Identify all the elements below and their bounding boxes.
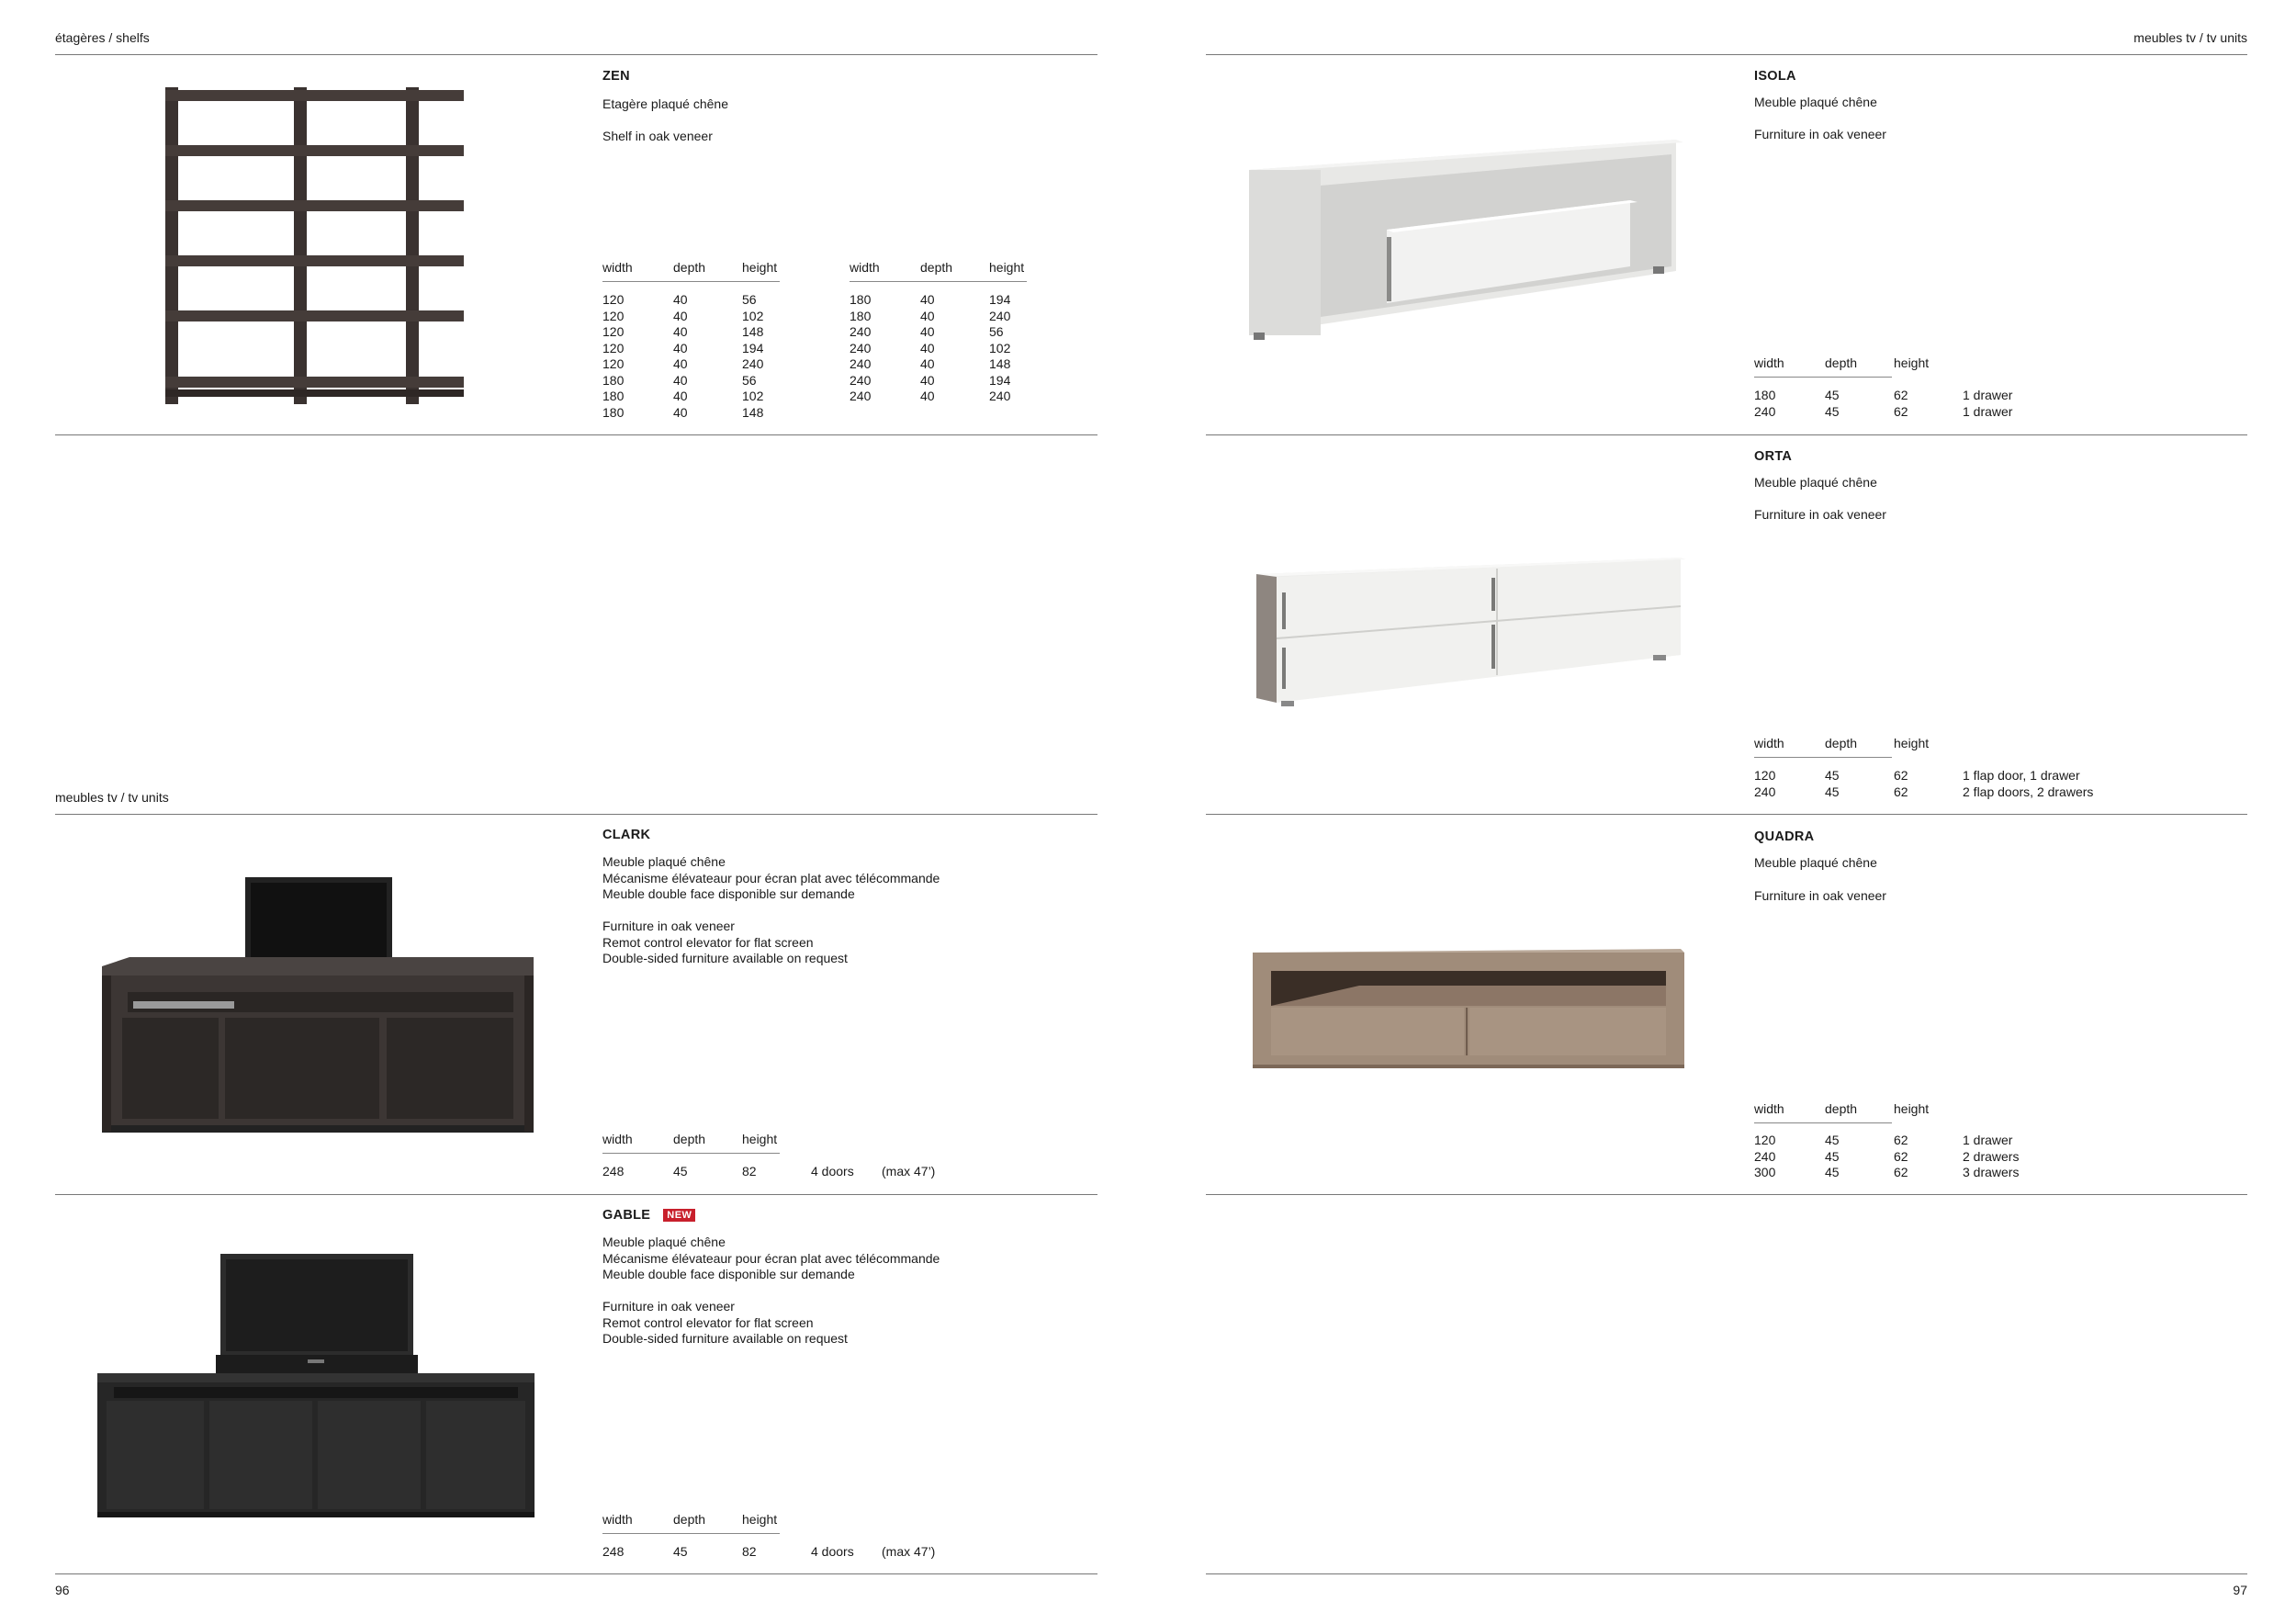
divider bbox=[1206, 434, 2247, 435]
cell-width: 180 bbox=[1754, 388, 1776, 402]
col-header-depth: depth bbox=[1825, 736, 1858, 750]
col-header-width: width bbox=[602, 1512, 633, 1527]
divider bbox=[1206, 814, 2247, 815]
cell-depth: 40 bbox=[920, 389, 935, 403]
cell-height: 62 bbox=[1894, 784, 1908, 799]
col-header-height: height bbox=[742, 1132, 778, 1146]
cell-width: 240 bbox=[850, 389, 872, 403]
table-rule bbox=[602, 281, 780, 282]
cell-depth: 40 bbox=[920, 308, 935, 323]
divider bbox=[1206, 54, 2247, 55]
orta-tv-unit-image bbox=[1249, 547, 1690, 721]
cell-depth: 40 bbox=[673, 308, 688, 323]
cell-height: 56 bbox=[989, 324, 1004, 339]
cell-width: 180 bbox=[850, 308, 872, 323]
left-page-section-title: étagères / shelfs bbox=[55, 30, 150, 45]
cell-height: 240 bbox=[742, 356, 764, 371]
cell-max-screen: (max 47’) bbox=[882, 1164, 936, 1179]
product-name: QUADRA bbox=[1754, 829, 1815, 844]
col-header-depth: depth bbox=[673, 1132, 706, 1146]
cell-height: 62 bbox=[1894, 403, 1908, 419]
cell-note: 1 drawer bbox=[1963, 1133, 2013, 1147]
divider bbox=[55, 54, 1097, 55]
divider bbox=[55, 1573, 1097, 1574]
product-name: CLARK bbox=[602, 828, 651, 842]
product-name-row bbox=[602, 1208, 695, 1223]
cell-depth: 45 bbox=[1825, 1133, 1840, 1147]
product-name: GABLE bbox=[602, 1208, 651, 1223]
col-header-width: width bbox=[1754, 1101, 1784, 1116]
table-rule bbox=[1754, 377, 1892, 378]
product-name: ISOLA bbox=[1754, 69, 1796, 84]
col-header-height: height bbox=[1894, 1101, 1930, 1116]
cell-width: 180 bbox=[602, 372, 625, 388]
cell-depth: 40 bbox=[673, 292, 688, 307]
table-rule bbox=[850, 281, 1027, 282]
cell-depth: 45 bbox=[1825, 768, 1840, 783]
cell-width: 240 bbox=[850, 324, 872, 339]
cell-width: 240 bbox=[850, 356, 872, 371]
cell-depth: 40 bbox=[920, 324, 935, 339]
cell-width: 240 bbox=[850, 372, 872, 388]
cell-note: 1 flap door, 1 drawer bbox=[1963, 768, 2080, 783]
cell-height: 194 bbox=[989, 372, 1011, 388]
description-fr: Meuble plaqué chêne bbox=[1754, 95, 1877, 109]
divider bbox=[55, 434, 1097, 435]
description-en: Furniture in oak veneer Remot control elevator for flat screen Double-sided furniture available on request bbox=[602, 919, 848, 965]
cell-depth: 40 bbox=[920, 356, 935, 371]
cell-height: 194 bbox=[989, 292, 1011, 307]
cell-height: 56 bbox=[742, 372, 757, 388]
col-header-depth: depth bbox=[1825, 355, 1858, 370]
cell-max-screen: (max 47’) bbox=[882, 1544, 936, 1559]
cell-height: 56 bbox=[742, 292, 757, 307]
description-fr: Meuble plaqué chêne Mécanisme élévateaur pour écran plat avec télécommande Meuble double face disponible sur demande bbox=[602, 1235, 940, 1281]
col-header-height: height bbox=[1894, 736, 1930, 750]
col-header-width: width bbox=[1754, 355, 1784, 370]
cell-depth: 40 bbox=[673, 340, 688, 355]
right-page-section-title: meubles tv / tv units bbox=[2133, 30, 2247, 45]
col-header-depth: depth bbox=[920, 260, 953, 275]
cell-depth: 45 bbox=[673, 1164, 688, 1179]
divider bbox=[1206, 1194, 2247, 1195]
table-rule bbox=[602, 1153, 780, 1154]
cell-width: 120 bbox=[1754, 1133, 1776, 1147]
cell-width: 300 bbox=[1754, 1165, 1776, 1179]
cell-depth: 45 bbox=[673, 1544, 688, 1559]
cell-height: 240 bbox=[989, 308, 1011, 323]
cell-height: 62 bbox=[1894, 1165, 1908, 1179]
quadra-tv-unit-image bbox=[1249, 942, 1690, 1070]
description-fr: Meuble plaqué chêne Mécanisme élévateaur pour écran plat avec télécommande Meuble double face disponible sur demande bbox=[602, 854, 940, 901]
table-rule bbox=[1754, 1122, 1892, 1123]
cell-height: 102 bbox=[989, 340, 1011, 355]
cell-height: 240 bbox=[989, 389, 1011, 403]
cell-width: 248 bbox=[602, 1164, 625, 1179]
description-en: Furniture in oak veneer bbox=[1754, 127, 1886, 141]
cell-height: 194 bbox=[742, 340, 764, 355]
page-number-left: 96 bbox=[55, 1583, 70, 1597]
cell-width: 248 bbox=[602, 1544, 625, 1559]
description-en: Furniture in oak veneer Remot control elevator for flat screen Double-sided furniture available on request bbox=[602, 1299, 848, 1346]
page-number-right: 97 bbox=[2233, 1583, 2247, 1597]
cell-depth: 45 bbox=[1825, 1165, 1840, 1179]
cell-height: 102 bbox=[742, 308, 764, 323]
left-mid-section-title: meubles tv / tv units bbox=[55, 790, 169, 805]
cell-note: 1 drawer bbox=[1963, 388, 2013, 402]
cell-depth: 45 bbox=[1825, 388, 1840, 402]
cell-height: 148 bbox=[742, 324, 764, 339]
cell-width: 240 bbox=[850, 340, 872, 355]
col-header-width: width bbox=[602, 260, 633, 275]
description-fr: Meuble plaqué chêne bbox=[1754, 475, 1877, 490]
col-header-depth: depth bbox=[673, 1512, 706, 1527]
cell-height: 82 bbox=[742, 1544, 757, 1559]
cell-depth: 40 bbox=[920, 372, 935, 388]
cell-depth: 40 bbox=[673, 356, 688, 371]
cell-depth: 40 bbox=[920, 340, 935, 355]
col-header-height: height bbox=[742, 1512, 778, 1527]
col-header-width: width bbox=[602, 1132, 633, 1146]
cell-width: 120 bbox=[602, 356, 625, 371]
cell-width: 120 bbox=[602, 324, 625, 339]
cell-note: 3 drawers bbox=[1963, 1165, 2020, 1179]
divider bbox=[1206, 1573, 2247, 1574]
cell-depth: 45 bbox=[1825, 403, 1840, 419]
zen-shelf-image bbox=[156, 83, 478, 413]
col-header-width: width bbox=[850, 260, 880, 275]
col-header-height: height bbox=[1894, 355, 1930, 370]
isola-tv-unit-image bbox=[1244, 138, 1694, 349]
gable-tv-unit-image bbox=[92, 1249, 542, 1520]
cell-depth: 40 bbox=[673, 324, 688, 339]
cell-doors: 4 doors bbox=[811, 1544, 854, 1559]
col-header-height: height bbox=[742, 260, 778, 275]
col-header-depth: depth bbox=[673, 260, 706, 275]
description-en: Furniture in oak veneer bbox=[1754, 888, 1886, 903]
cell-height: 62 bbox=[1894, 1133, 1908, 1147]
cell-note: 2 flap doors, 2 drawers bbox=[1963, 784, 2094, 799]
cell-height: 148 bbox=[989, 356, 1011, 371]
cell-height: 148 bbox=[742, 404, 764, 420]
cell-width: 120 bbox=[602, 340, 625, 355]
divider bbox=[55, 814, 1097, 815]
divider bbox=[55, 1194, 1097, 1195]
cell-depth: 40 bbox=[673, 372, 688, 388]
cell-width: 240 bbox=[1754, 1148, 1776, 1164]
cell-height: 62 bbox=[1894, 1148, 1908, 1164]
cell-height: 62 bbox=[1894, 768, 1908, 783]
col-header-depth: depth bbox=[1825, 1101, 1858, 1116]
product-name: ZEN bbox=[602, 69, 630, 84]
description-fr: Etagère plaqué chêne bbox=[602, 96, 728, 111]
cell-depth: 40 bbox=[673, 389, 688, 403]
table-rule bbox=[1754, 757, 1892, 758]
new-badge: NEW bbox=[663, 1209, 695, 1222]
product-name: ORTA bbox=[1754, 449, 1793, 464]
cell-width: 180 bbox=[850, 292, 872, 307]
cell-width: 240 bbox=[1754, 403, 1776, 419]
cell-width: 120 bbox=[1754, 768, 1776, 783]
cell-width: 180 bbox=[602, 404, 625, 420]
cell-note: 1 drawer bbox=[1963, 403, 2013, 419]
cell-depth: 45 bbox=[1825, 784, 1840, 799]
cell-note: 2 drawers bbox=[1963, 1148, 2020, 1164]
description-en: Shelf in oak veneer bbox=[602, 129, 713, 143]
clark-tv-unit-image bbox=[96, 873, 537, 1134]
cell-height: 62 bbox=[1894, 388, 1908, 402]
table-rule bbox=[602, 1533, 780, 1534]
description-fr: Meuble plaqué chêne bbox=[1754, 855, 1877, 870]
cell-height: 82 bbox=[742, 1164, 757, 1179]
cell-depth: 40 bbox=[673, 404, 688, 420]
description-en: Furniture in oak veneer bbox=[1754, 507, 1886, 522]
cell-width: 120 bbox=[602, 308, 625, 323]
cell-width: 240 bbox=[1754, 784, 1776, 799]
cell-height: 102 bbox=[742, 389, 764, 403]
cell-depth: 40 bbox=[920, 292, 935, 307]
cell-width: 120 bbox=[602, 292, 625, 307]
cell-width: 180 bbox=[602, 389, 625, 403]
col-header-width: width bbox=[1754, 736, 1784, 750]
cell-depth: 45 bbox=[1825, 1148, 1840, 1164]
cell-doors: 4 doors bbox=[811, 1164, 854, 1179]
col-header-height: height bbox=[989, 260, 1025, 275]
